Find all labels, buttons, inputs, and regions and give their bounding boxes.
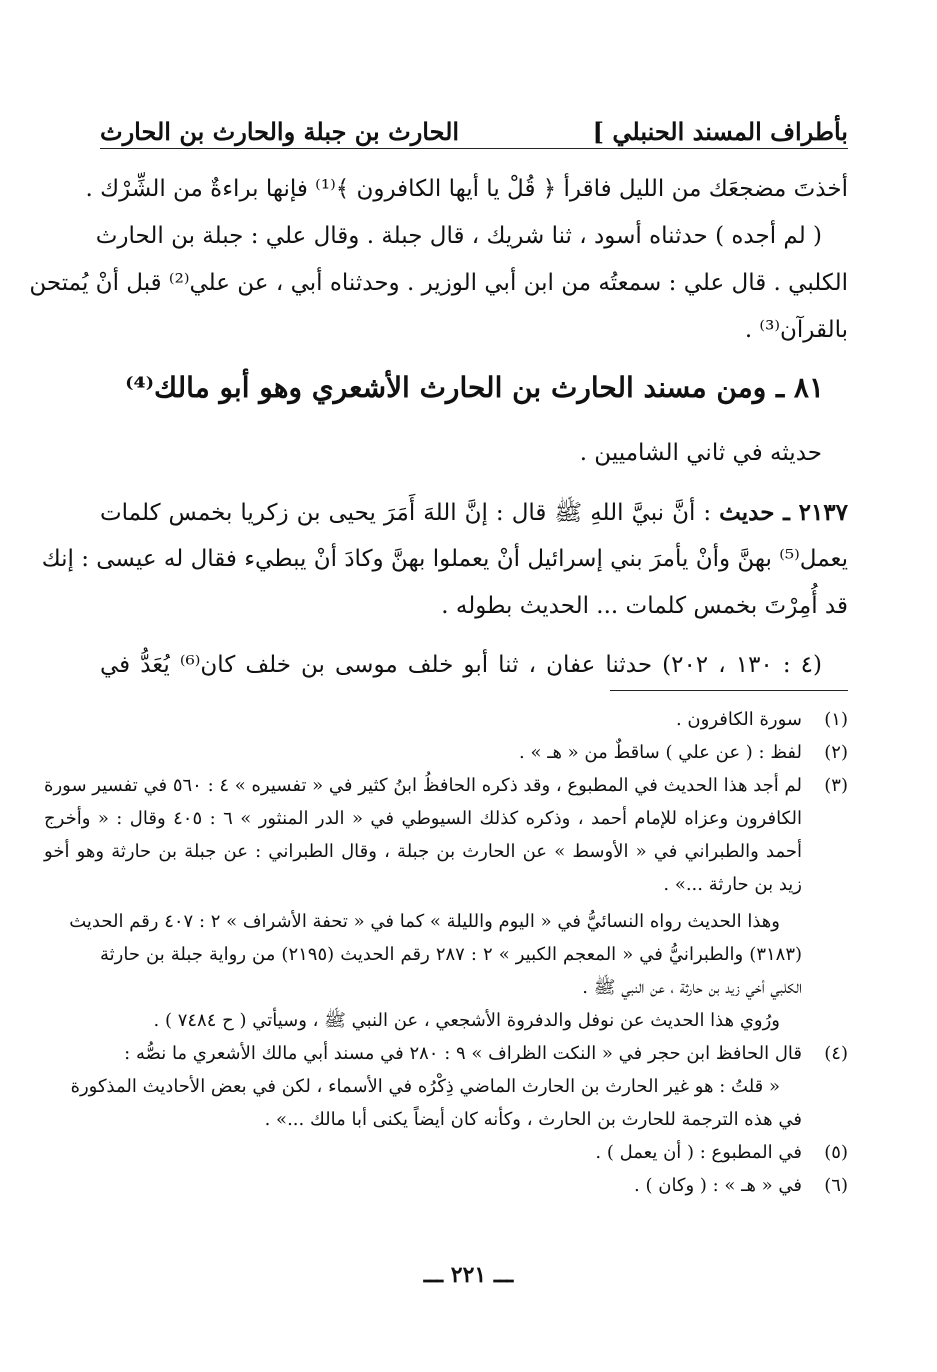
footnote-4 xyxy=(100,1037,848,1070)
footnote-line: زيد بن حارثة ...» . xyxy=(663,874,802,895)
text-line: يعمل⁽⁵⁾ بهنَّ وأنْ يأمرَ بني إسرائيل أنْ يعملوا بهنَّ وكادَ أنْ يبطيء فقال له عيسى : إنك xyxy=(41,546,848,572)
footnote-number: (٤) xyxy=(824,1043,848,1064)
text-line: حديثه في ثاني الشاميين . xyxy=(579,440,822,466)
hadith-first-line xyxy=(100,489,848,536)
footnote-number: (٥) xyxy=(824,1142,848,1163)
footnote-line: لفظ : ( عن علي ) ساقطٌ من « هـ » . xyxy=(519,742,802,763)
hadith-number: ٢١٣٧ ـ حديث xyxy=(719,499,849,526)
footnote-3-note xyxy=(100,1004,848,1037)
footnotes xyxy=(44,703,848,1202)
footnote-rule xyxy=(610,690,848,691)
footnote-5 xyxy=(100,1136,848,1169)
footnote-line: في المطبوع : ( أن يعمل ) . xyxy=(595,1142,802,1163)
running-header xyxy=(100,108,848,146)
footnote-number: (١) xyxy=(824,709,848,730)
footnote-line: لم أجد هذا الحديث في المطبوع ، وقد ذكره الحافظُ ابنُ كثير في « تفسيره » ٤ : ٥٦٠ في تفسير سورة xyxy=(44,775,802,796)
footnote-line: وهذا الحديث رواه النسائيُّ في « اليوم والليلة » كما في « تحفة الأشراف » ٢ : ٤٠٧ رقم الحديث xyxy=(69,911,780,932)
hadith-text: : أنَّ نبيَّ اللهِ ﷺ قال : إنَّ اللهَ أَمَرَ يحيى بن زكريا بخمس كلمات xyxy=(100,500,712,526)
header-book-title: بأطراف المسند الحنبلي ] xyxy=(592,117,848,146)
footnote-number: (٣) xyxy=(824,775,848,796)
header-chapter-title: الحارث بن جبلة والحارث بن الحارث xyxy=(100,117,460,146)
text-line: الكلبي . قال علي : سمعتُه من ابن أبي الوزير . وحدثناه أبي ، عن علي⁽²⁾ قبل أنْ يُمتحن xyxy=(29,270,848,296)
text-line: قد أُمِرْتَ بخمس كلمات ... الحديث بطوله . xyxy=(441,593,848,619)
text-line: أخذتَ مضجعَك من الليل فاقرأ ﴿ قُلْ يا أيها الكافرون ﴾⁽¹⁾ فإنها براءةٌ من الشِّرْك . xyxy=(85,176,848,202)
footnote-line: (٣١٨٣) والطبرانيُّ في « المعجم الكبير » ٢ : ٢٨٧ رقم الحديث (٢١٩٥) من رواية جبلة بن حارثة xyxy=(100,944,803,965)
footnote-4-quote xyxy=(70,1070,848,1136)
footnote-line: في هذه الترجمة للحارث بن الحارث ، وكأنه كان أيضاً يكنى أبا مالك ...» . xyxy=(264,1109,802,1130)
header-rule xyxy=(100,148,848,149)
text-line: بالقرآن⁽³⁾ . xyxy=(744,317,848,343)
footnote-3 xyxy=(44,769,848,901)
footnote-line: « قلتُ : هو غير الحارث بن الحارث الماضي ذِكْرُه في الأسماء ، لكن في بعض الأحاديث المذكورة xyxy=(70,1076,780,1097)
footnote-number: (٦) xyxy=(824,1175,848,1196)
footnote-line: الكلبي أخي زيد بن حارثة ، عن النبي ﷺ . xyxy=(582,977,802,998)
footnote-number: (٢) xyxy=(824,742,848,763)
footnote-1 xyxy=(100,703,848,736)
text-line: ( لم أجده ) حدثناه أسود ، ثنا شريك ، قال جبلة . وقال علي : جبلة بن الحارث xyxy=(95,223,822,249)
footnote-line: ورُوي هذا الحديث عن نوفل والدفروة الأشجعي ، عن النبي ﷺ ، وسيأتي ( ح ٧٤٨٤ ) . xyxy=(153,1010,780,1031)
footnote-2 xyxy=(100,736,848,769)
section-title: ٨١ ـ ومن مسند الحارث بن الحارث الأشعري وهو أبو مالك⁽⁴⁾ xyxy=(125,371,824,404)
main-text xyxy=(29,166,849,689)
footnote-3-continued xyxy=(69,905,848,1004)
footnote-line: أحمد والطبراني في « الأوسط » عن الحارث بن جبلة ، وقال الطبراني : عن جبلة بن حارثة وهو أخو xyxy=(44,841,802,862)
footnote-line: سورة الكافرون . xyxy=(675,709,802,730)
footnote-line: في « هـ » : ( وكان ) . xyxy=(634,1175,802,1196)
text-line: (٤ : ١٣٠ ، ٢٠٢) حدثنا عفان ، ثنا أبو خلف موسى بن خلف كان⁽⁶⁾ يُعَدُّ في xyxy=(100,652,823,678)
footnote-6 xyxy=(100,1169,848,1202)
footnote-line: قال الحافظ ابن حجر في « النكت الظراف » ٩ : ٢٨٠ في مسند أبي مالك الأشعري ما نصُّه : xyxy=(124,1043,802,1064)
page-number: ـــ ٢٢١ ـــ xyxy=(423,1262,514,1288)
footnote-line: الكافرون وعزاه للإمام أحمد ، وذكره كذلك السيوطي في « الدر المنثور » ٦ : ٤٠٥ وقال : « وأخرج xyxy=(44,808,802,829)
